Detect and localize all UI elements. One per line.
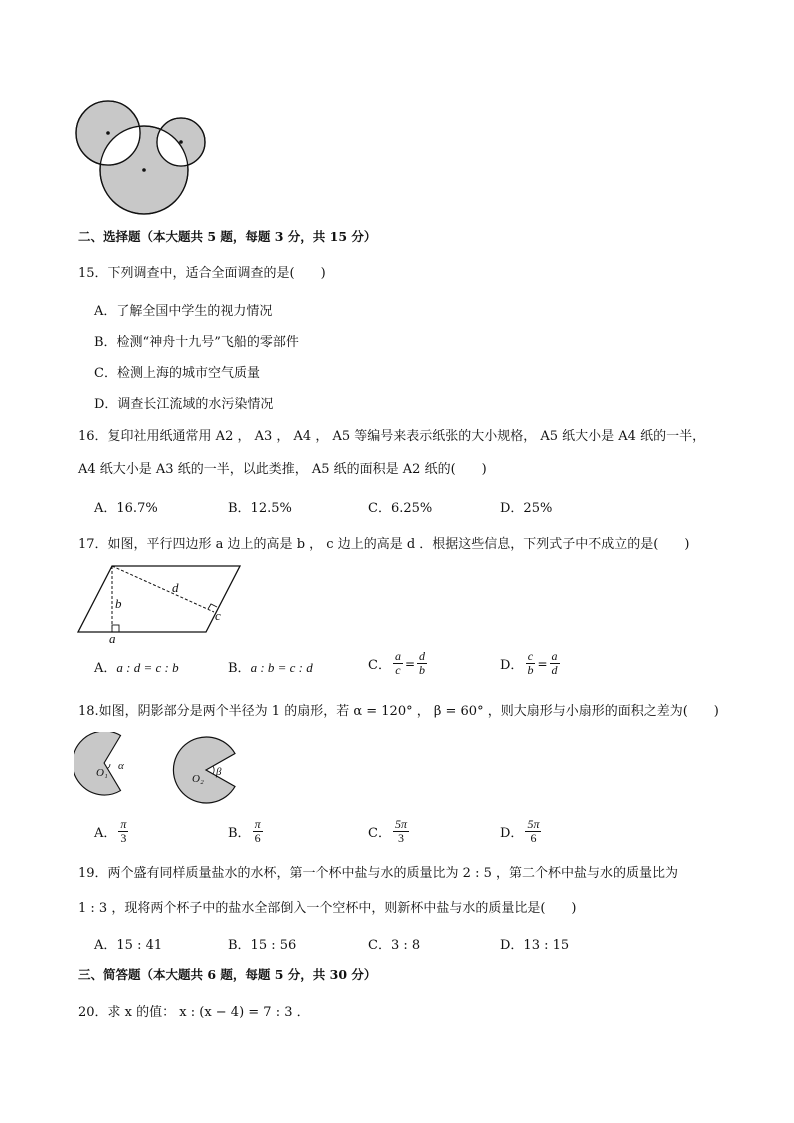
q19-option-a: A．15 : 41 xyxy=(94,938,163,953)
q18-option-c-frac: $\frac{5\pi}{3}$ xyxy=(394,817,407,845)
question-15-stem: 15．下列调查中，适合全面调查的是( ) xyxy=(78,266,326,281)
q17-option-c-frac-2: $\frac{d}{b}$ xyxy=(419,649,426,677)
q18-option-d xyxy=(500,818,543,845)
label-b: b xyxy=(115,596,122,611)
q18-option-b xyxy=(228,818,265,845)
label-a: a xyxy=(109,631,116,644)
overlapping-circles-figure xyxy=(70,96,215,216)
question-17-stem: 17．如图，平行四边形 a 边上的高是 b ， c 边上的高是 d ．根据这些信息，下列式子中不成立的是( ) xyxy=(78,537,690,552)
q18-option-a xyxy=(94,818,130,845)
question-18-stem: 18.如图，阴影部分是两个半径为 1 的扇形，若 α = 120° ， β = 60° ，则大扇形与小扇形的面积之差为( ) xyxy=(78,704,719,719)
question-19-line-1: 19．两个盛有同样质量盐水的水杯，第一个杯中盐与水的质量比为 2 : 5 ，第二个杯中盐与水的质量比为 xyxy=(78,866,678,881)
q16-option-c: C．6.25% xyxy=(368,501,433,516)
q18-option-b-letter: B． xyxy=(228,826,251,841)
q15-option-a: A．了解全国中学生的视力情况 xyxy=(94,304,273,319)
q15-option-d: D．调查长江流域的水污染情况 xyxy=(94,397,274,412)
q17-option-c-letter: C． xyxy=(368,658,391,673)
label-beta: β xyxy=(216,766,222,778)
q17-option-d-frac-1: $\frac{c}{b}$ xyxy=(527,649,534,677)
section-2-title: 二、选择题（本大题共 5 题，每题 3 分，共 15 分） xyxy=(78,229,377,244)
label-alpha: α xyxy=(118,760,124,772)
q18-option-c xyxy=(368,818,411,845)
q17-option-d: D． $\frac{c}{b}$ = $\frac{a}{d}$ xyxy=(500,649,558,677)
q19-option-d: D．13 : 15 xyxy=(500,938,570,953)
q17-option-a-expr: a : d = c : b xyxy=(116,660,179,675)
q17-option-a-letter: A． xyxy=(94,661,117,676)
q16-option-a: A．16.7% xyxy=(94,501,158,516)
q17-option-a xyxy=(94,657,179,676)
q18-option-d-letter: D． xyxy=(500,826,524,841)
sector-figure-2 xyxy=(170,736,242,804)
q18-option-a-frac: $\frac{\pi}{3}$ xyxy=(120,817,127,845)
label-c: c xyxy=(215,608,221,623)
q17-option-d-letter: D． xyxy=(500,658,524,673)
q19-option-c: C．3 : 8 xyxy=(368,938,421,953)
q17-option-b-letter: B． xyxy=(228,661,251,676)
q15-option-c: C．检测上海的城市空气质量 xyxy=(94,366,260,381)
q17-option-b-expr: a : b = c : d xyxy=(250,660,313,675)
question-16-line-2: A4 纸大小是 A3 纸的一半，以此类推， A5 纸的面积是 A2 纸的( ) xyxy=(78,462,487,477)
label-o1: O₁ xyxy=(96,767,108,779)
q17-option-d-frac-2: $\frac{a}{d}$ xyxy=(551,649,558,677)
parallelogram-figure xyxy=(74,560,246,644)
question-20-stem: 20．求 x 的值： x : (x − 4) = 7 : 3 ． xyxy=(78,1005,310,1020)
q18-option-d-frac: $\frac{5\pi}{6}$ xyxy=(527,817,540,845)
q16-option-b: B．12.5% xyxy=(228,501,292,516)
label-d: d xyxy=(172,580,179,595)
question-19-line-2: 1 : 3 ，现将两个杯子中的盐水全部倒入一个空杯中，则新杯中盐与水的质量比是( ) xyxy=(78,901,577,916)
q17-option-c-frac-1: $\frac{a}{c}$ xyxy=(394,649,401,677)
q17-option-c: C． $\frac{a}{c}$ = $\frac{d}{b}$ xyxy=(368,649,426,677)
section-3-title: 三、简答题（本大题共 6 题，每题 5 分，共 30 分） xyxy=(78,967,377,982)
q18-option-c-letter: C． xyxy=(368,826,391,841)
label-o2: O₂ xyxy=(192,773,204,785)
sector-figure-1 xyxy=(74,732,138,796)
q16-option-d: D．25% xyxy=(500,501,553,516)
question-16-line-1: 16．复印社用纸通常用 A2 ， A3 ， A4 ， A5 等编号来表示纸张的大小规格， A5 纸大小是 A4 纸的一半， xyxy=(78,429,706,444)
q17-option-b xyxy=(228,657,313,676)
q18-option-b-frac: $\frac{\pi}{6}$ xyxy=(254,817,261,845)
q19-option-b: B．15 : 56 xyxy=(228,938,297,953)
q18-option-a-letter: A． xyxy=(94,826,117,841)
q15-option-b: B．检测“神舟十九号”飞船的零部件 xyxy=(94,335,299,350)
